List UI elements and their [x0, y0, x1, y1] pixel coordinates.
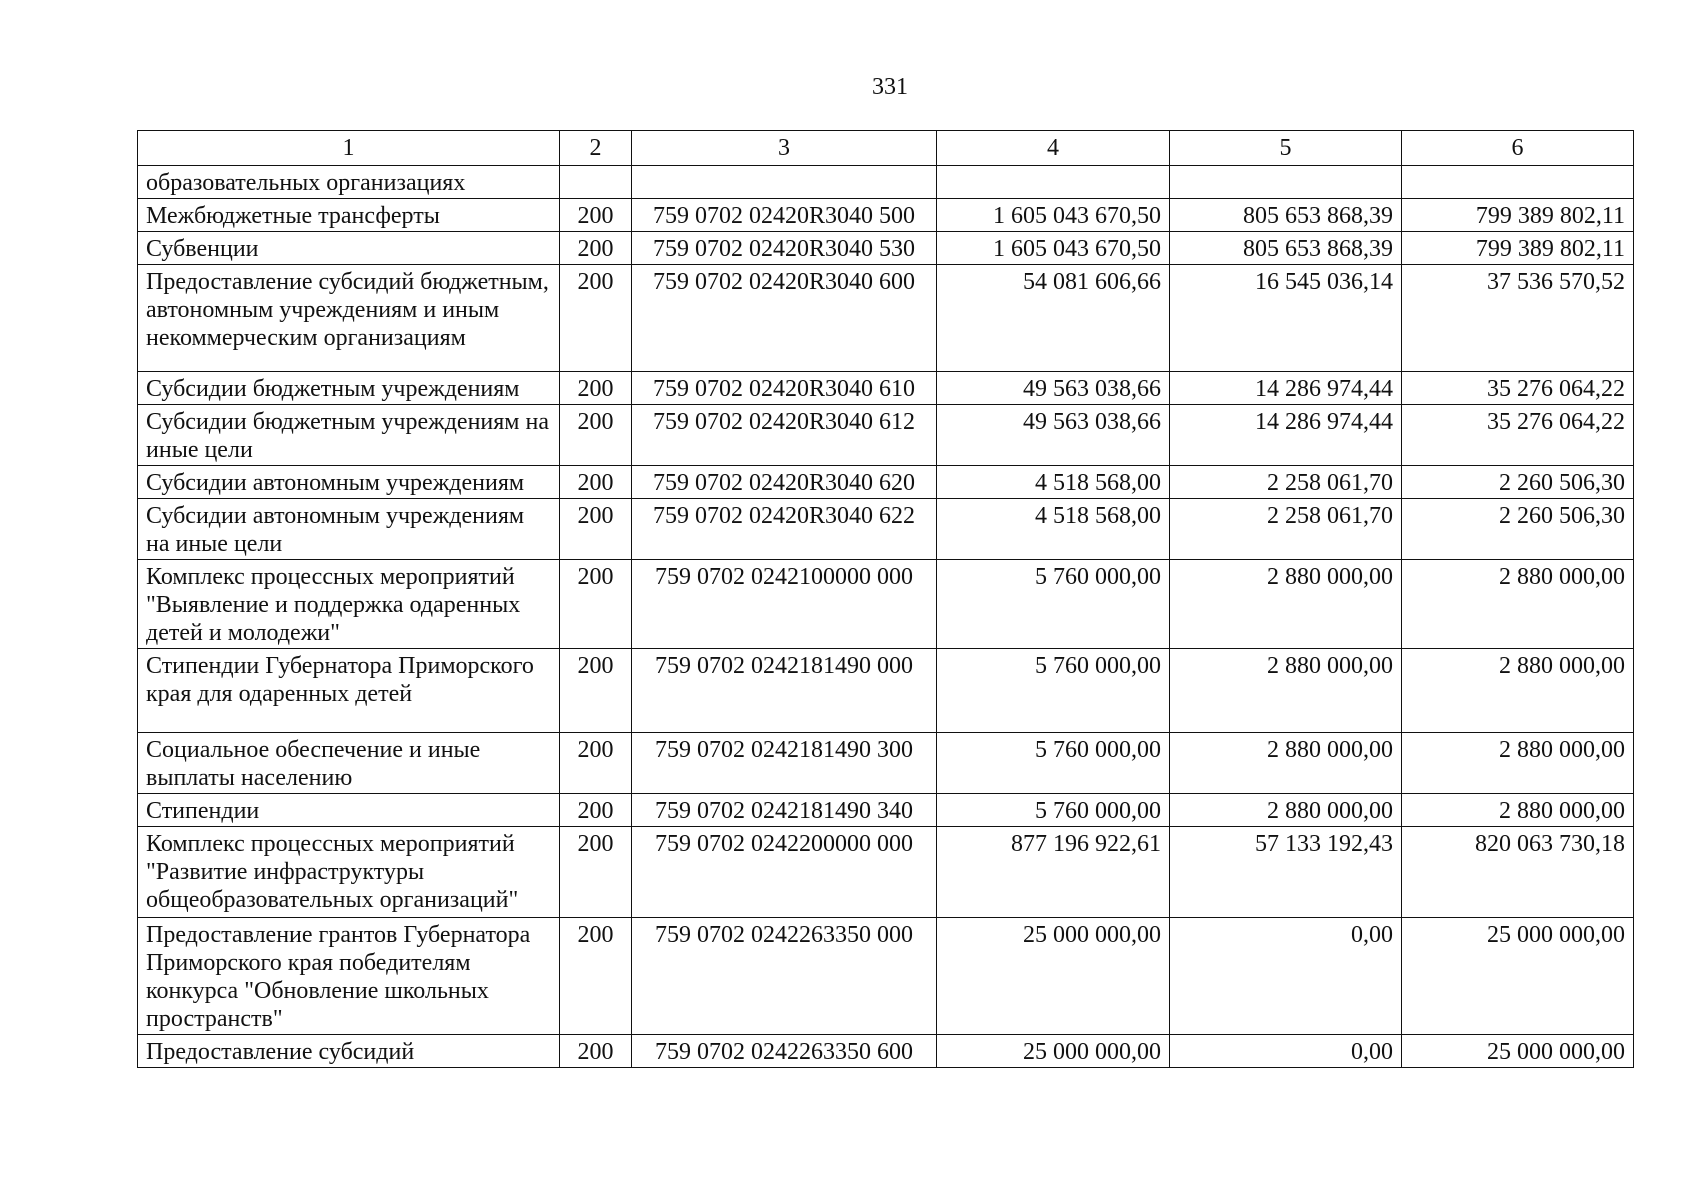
- column-header: 5: [1170, 131, 1402, 166]
- row-classification-code-cell: 759 0702 0242181490 300: [632, 733, 937, 794]
- row-amount-cell: 25 000 000,00: [937, 1035, 1170, 1068]
- row-name-cell: Субвенции: [138, 232, 560, 265]
- row-ministry-code-cell: 200: [560, 827, 632, 918]
- row-name-cell: Стипендии: [138, 794, 560, 827]
- row-ministry-code-cell: 200: [560, 794, 632, 827]
- row-name-cell: Предоставление субсидий бюджетным, автономным учреждениям и иным некоммерческим организациям: [138, 265, 560, 372]
- row-ministry-code-cell: [560, 166, 632, 199]
- row-amount-cell: 2 880 000,00: [1402, 560, 1634, 649]
- row-amount-cell: 799 389 802,11: [1402, 232, 1634, 265]
- row-amount-cell: 25 000 000,00: [1402, 918, 1634, 1035]
- row-name-cell: Социальное обеспечение и иные выплаты населению: [138, 733, 560, 794]
- row-classification-code-cell: 759 0702 0242181490 340: [632, 794, 937, 827]
- table-row: [138, 827, 1634, 918]
- column-header: 1: [138, 131, 560, 166]
- row-amount-cell: 14 286 974,44: [1170, 405, 1402, 466]
- row-amount-cell: 5 760 000,00: [937, 560, 1170, 649]
- row-amount-cell: 57 133 192,43: [1170, 827, 1402, 918]
- row-ministry-code-cell: 200: [560, 499, 632, 560]
- row-amount-cell: 2 880 000,00: [1402, 649, 1634, 733]
- table-row: [138, 405, 1634, 466]
- row-amount-cell: 805 653 868,39: [1170, 232, 1402, 265]
- table-row: [138, 199, 1634, 232]
- column-header: 3: [632, 131, 937, 166]
- table-row: [138, 918, 1634, 1035]
- budget-table: [137, 130, 1634, 1068]
- row-name-cell: Субсидии автономным учреждениям: [138, 466, 560, 499]
- column-header: 4: [937, 131, 1170, 166]
- row-amount-cell: 49 563 038,66: [937, 372, 1170, 405]
- row-ministry-code-cell: 200: [560, 560, 632, 649]
- table-row: [138, 794, 1634, 827]
- row-classification-code-cell: 759 0702 02420R3040 622: [632, 499, 937, 560]
- row-name-cell: образовательных организациях: [138, 166, 560, 199]
- row-amount-cell: 0,00: [1170, 1035, 1402, 1068]
- row-amount-cell: 2 258 061,70: [1170, 466, 1402, 499]
- row-amount-cell: 820 063 730,18: [1402, 827, 1634, 918]
- row-classification-code-cell: 759 0702 02420R3040 500: [632, 199, 937, 232]
- row-classification-code-cell: 759 0702 0242263350 600: [632, 1035, 937, 1068]
- table-row: [138, 649, 1634, 733]
- row-amount-cell: 37 536 570,52: [1402, 265, 1634, 372]
- row-amount-cell: 5 760 000,00: [937, 733, 1170, 794]
- row-amount-cell: 2 880 000,00: [1402, 794, 1634, 827]
- row-amount-cell: 1 605 043 670,50: [937, 199, 1170, 232]
- row-amount-cell: 54 081 606,66: [937, 265, 1170, 372]
- row-amount-cell: 25 000 000,00: [1402, 1035, 1634, 1068]
- page-number: 331: [872, 74, 908, 100]
- row-classification-code-cell: 759 0702 0242100000 000: [632, 560, 937, 649]
- row-amount-cell: 35 276 064,22: [1402, 405, 1634, 466]
- row-name-cell: Предоставление грантов Губернатора Приморского края победителям конкурса "Обновление школьных пространств": [138, 918, 560, 1035]
- row-amount-cell: 16 545 036,14: [1170, 265, 1402, 372]
- row-amount-cell: 2 880 000,00: [1170, 649, 1402, 733]
- row-amount-cell: 2 260 506,30: [1402, 466, 1634, 499]
- row-amount-cell: 4 518 568,00: [937, 499, 1170, 560]
- row-name-cell: Стипендии Губернатора Приморского края для одаренных детей: [138, 649, 560, 733]
- row-amount-cell: 14 286 974,44: [1170, 372, 1402, 405]
- row-classification-code-cell: 759 0702 02420R3040 612: [632, 405, 937, 466]
- table-row: [138, 499, 1634, 560]
- row-ministry-code-cell: 200: [560, 232, 632, 265]
- table-row: [138, 232, 1634, 265]
- row-amount-cell: 2 258 061,70: [1170, 499, 1402, 560]
- row-classification-code-cell: 759 0702 0242263350 000: [632, 918, 937, 1035]
- row-amount-cell: 1 605 043 670,50: [937, 232, 1170, 265]
- row-name-cell: Комплекс процессных мероприятий "Развитие инфраструктуры общеобразовательных организаций": [138, 827, 560, 918]
- table-row: [138, 733, 1634, 794]
- row-classification-code-cell: [632, 166, 937, 199]
- row-name-cell: Субсидии бюджетным учреждениям: [138, 372, 560, 405]
- row-name-cell: Субсидии бюджетным учреждениям на иные цели: [138, 405, 560, 466]
- table-row: [138, 1035, 1634, 1068]
- row-amount-cell: 2 880 000,00: [1170, 794, 1402, 827]
- table-row: [138, 166, 1634, 199]
- row-ministry-code-cell: 200: [560, 649, 632, 733]
- row-name-cell: Комплекс процессных мероприятий "Выявление и поддержка одаренных детей и молодежи": [138, 560, 560, 649]
- row-amount-cell: [1402, 166, 1634, 199]
- row-amount-cell: 877 196 922,61: [937, 827, 1170, 918]
- row-amount-cell: 49 563 038,66: [937, 405, 1170, 466]
- row-ministry-code-cell: 200: [560, 372, 632, 405]
- row-classification-code-cell: 759 0702 0242200000 000: [632, 827, 937, 918]
- row-amount-cell: 25 000 000,00: [937, 918, 1170, 1035]
- row-ministry-code-cell: 200: [560, 466, 632, 499]
- row-ministry-code-cell: 200: [560, 199, 632, 232]
- column-header: 6: [1402, 131, 1634, 166]
- row-ministry-code-cell: 200: [560, 733, 632, 794]
- row-amount-cell: 2 880 000,00: [1170, 733, 1402, 794]
- table-row: [138, 466, 1634, 499]
- row-amount-cell: 5 760 000,00: [937, 649, 1170, 733]
- column-header: 2: [560, 131, 632, 166]
- row-classification-code-cell: 759 0702 02420R3040 610: [632, 372, 937, 405]
- row-name-cell: Субсидии автономным учреждениям на иные цели: [138, 499, 560, 560]
- row-amount-cell: [937, 166, 1170, 199]
- table-row: [138, 560, 1634, 649]
- row-classification-code-cell: 759 0702 0242181490 000: [632, 649, 937, 733]
- table-header-row: [138, 131, 1634, 166]
- row-classification-code-cell: 759 0702 02420R3040 620: [632, 466, 937, 499]
- row-amount-cell: [1170, 166, 1402, 199]
- row-ministry-code-cell: 200: [560, 405, 632, 466]
- row-classification-code-cell: 759 0702 02420R3040 600: [632, 265, 937, 372]
- row-amount-cell: 799 389 802,11: [1402, 199, 1634, 232]
- row-amount-cell: 0,00: [1170, 918, 1402, 1035]
- row-name-cell: Предоставление субсидий: [138, 1035, 560, 1068]
- table-row: [138, 265, 1634, 372]
- row-amount-cell: 4 518 568,00: [937, 466, 1170, 499]
- table-body: [138, 166, 1634, 1068]
- row-amount-cell: 2 880 000,00: [1402, 733, 1634, 794]
- row-ministry-code-cell: 200: [560, 918, 632, 1035]
- row-amount-cell: 35 276 064,22: [1402, 372, 1634, 405]
- row-amount-cell: 805 653 868,39: [1170, 199, 1402, 232]
- row-classification-code-cell: 759 0702 02420R3040 530: [632, 232, 937, 265]
- table-row: [138, 372, 1634, 405]
- row-ministry-code-cell: 200: [560, 1035, 632, 1068]
- row-amount-cell: 2 260 506,30: [1402, 499, 1634, 560]
- row-amount-cell: 5 760 000,00: [937, 794, 1170, 827]
- row-name-cell: Межбюджетные трансферты: [138, 199, 560, 232]
- row-amount-cell: 2 880 000,00: [1170, 560, 1402, 649]
- row-ministry-code-cell: 200: [560, 265, 632, 372]
